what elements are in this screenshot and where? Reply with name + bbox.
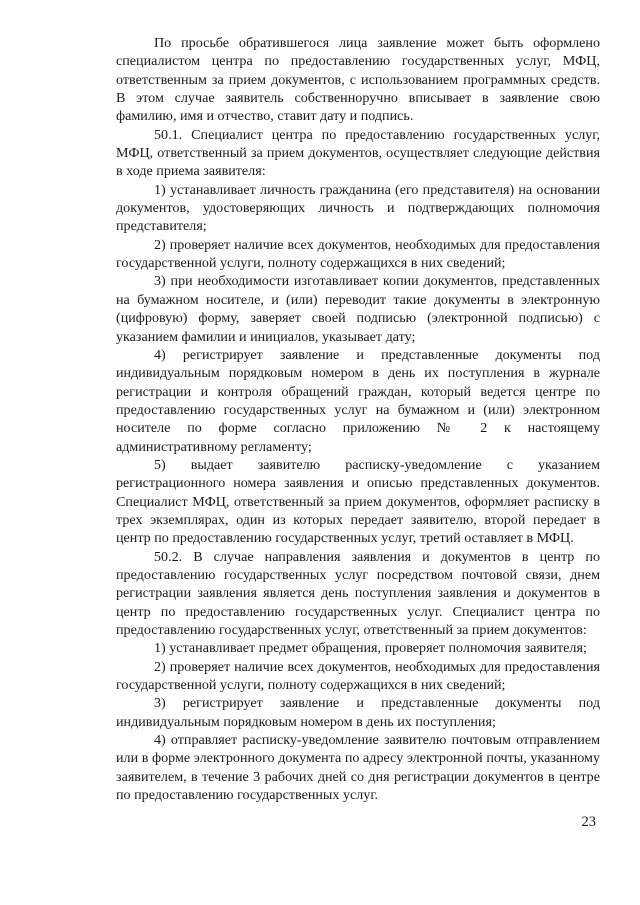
list-item-50-1-4: 4) регистрирует заявление и представленные документы под индивидуальным порядковым номером в день их поступления в журнале регистрации и контроля обращений граждан, который ведется центре по предоставлению государственных услуг на бумажном и (или) электронном носителе по форме согласно приложению № 2 к настоящему административному регламенту;	[116, 346, 600, 455]
document-body	[116, 34, 600, 804]
list-item-50-2-1: 1) устанавливает предмет обращения, проверяет полномочия заявителя;	[154, 640, 587, 657]
paragraph-50-2: 50.2. В случае направления заявления и документов в центр по предоставлению государственных услуг посредством почтовой связи, днем регистрации заявления является день поступления заявления и документов в центр по предоставлению государственных услуг. Специалист центра по предоставлению государственных услуг, ответственный за прием документов:	[116, 548, 600, 638]
list-item-50-2-2: 2) проверяет наличие всех документов, необходимых для предоставления государственной услуги, полноту содержащихся в них сведений;	[116, 658, 600, 694]
list-item-50-2-3: 3) регистрирует заявление и представленные документы под индивидуальным порядковым номером в день их поступления;	[116, 695, 600, 730]
paragraph-50-1: 50.1. Специалист центра по предоставлению государственных услуг, МФЦ, ответственный за прием документов, осуществляет следующие действия в ходе приема заявителя:	[116, 126, 600, 180]
page-number: 23	[581, 814, 596, 830]
list-item-50-1-1: 1) устанавливает личность гражданина (его представителя) на основании документов, удостоверяющих личность и подтверждающих полномочия представителя;	[116, 181, 600, 235]
list-item-50-1-3: 3) при необходимости изготавливает копии документов, представленных на бумажном носителе, и (или) переводит такие документы в электронную (цифровую) форму, заверяет своей подписью (электронной подписью) с указанием фамилии и инициалов, указывает дату;	[116, 273, 600, 345]
list-item-50-2-4: 4) отправляет расписку-уведомление заявителю почтовым отправлением или в форме электронного документа по адресу электронной почты, указанному заявителем, в течение 3 рабочих дней со дня регистрации документов в центре по предоставлению государственных услуг.	[116, 732, 600, 804]
list-item-50-1-5: 5) выдает заявителю расписку-уведомление с указанием регистрационного номера заявления и описью представленных документов. Специалист МФЦ, ответственный за прием документов, оформляет расписку в трех экземплярах, один из которых передает заявителю, второй передает в центр по предоставлению государственных услуг, третий оставляет в МФЦ.	[116, 456, 600, 547]
list-item-50-1-2: 2) проверяет наличие всех документов, необходимых для предоставления государственной услуги, полноту содержащихся в них сведений;	[116, 236, 600, 272]
paragraph-intro: По просьбе обратившегося лица заявление может быть оформлено специалистом центра по предоставлению государственных услуг, МФЦ, ответственным за прием документов, с использованием программных средств. В этом случае заявитель собственноручно вписывает в заявление свою фамилию, имя и отчество, ставит дату и подпись.	[116, 35, 600, 125]
